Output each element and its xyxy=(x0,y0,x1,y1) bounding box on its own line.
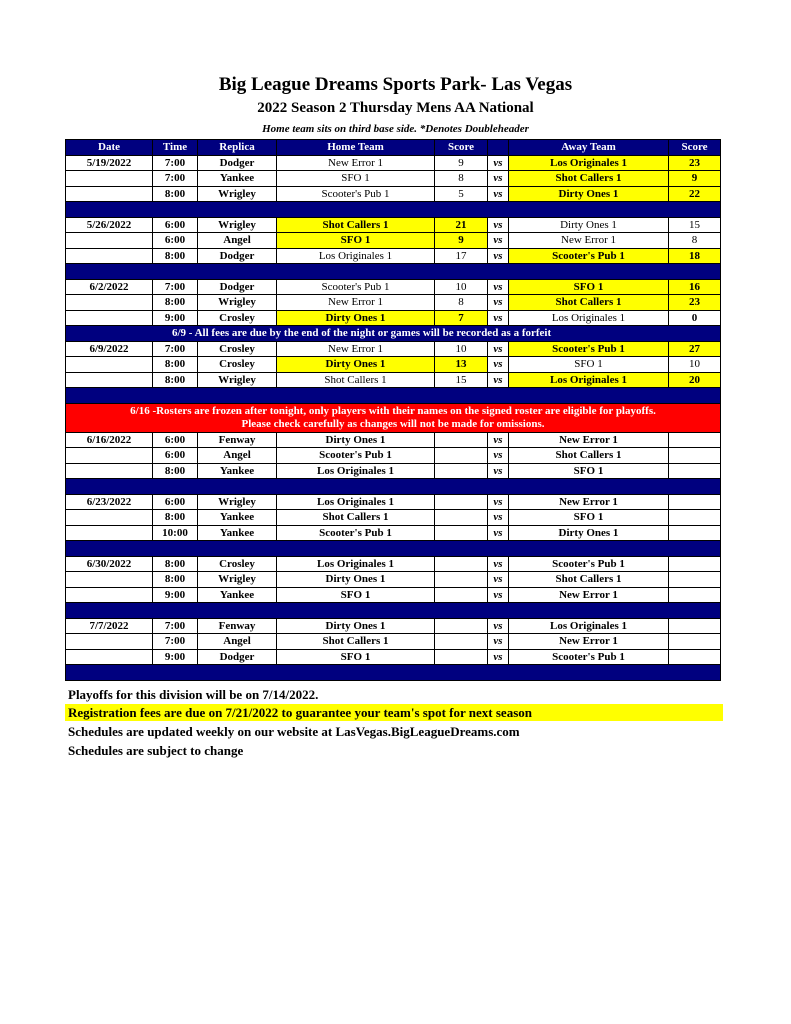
table-row xyxy=(66,248,721,264)
away-score xyxy=(669,572,721,588)
vs-label: vs xyxy=(488,171,509,187)
away-team: Los Originales 1 xyxy=(509,372,669,388)
away-score: 15 xyxy=(669,217,721,233)
away-score xyxy=(669,649,721,665)
game-time: 9:00 xyxy=(153,310,198,326)
away-team: New Error 1 xyxy=(509,634,669,650)
game-field: Dodger xyxy=(198,279,277,295)
home-score xyxy=(435,448,488,464)
home-score xyxy=(435,510,488,526)
away-team: Dirty Ones 1 xyxy=(509,186,669,202)
home-score xyxy=(435,525,488,541)
home-team: Dirty Ones 1 xyxy=(277,310,435,326)
game-time: 8:00 xyxy=(153,248,198,264)
game-time: 8:00 xyxy=(153,556,198,572)
registration-note: Registration fees are due on 7/21/2022 to guarantee your team's spot for next season xyxy=(65,704,723,721)
vs-label: vs xyxy=(488,217,509,233)
table-row xyxy=(66,341,721,357)
home-score xyxy=(435,432,488,448)
table-row xyxy=(66,233,721,249)
home-team: Shot Callers 1 xyxy=(277,217,435,233)
home-team: Shot Callers 1 xyxy=(277,372,435,388)
away-team: SFO 1 xyxy=(509,357,669,373)
away-score: 9 xyxy=(669,171,721,187)
game-time: 8:00 xyxy=(153,510,198,526)
away-team: Los Originales 1 xyxy=(509,155,669,171)
schedule-table xyxy=(65,139,721,681)
week-separator xyxy=(66,264,721,280)
home-team: New Error 1 xyxy=(277,295,435,311)
home-score: 15 xyxy=(435,372,488,388)
game-time: 6:00 xyxy=(153,448,198,464)
col-replica: Replica xyxy=(198,140,277,156)
game-date xyxy=(66,171,153,187)
vs-label: vs xyxy=(488,572,509,588)
home-team: Scooter's Pub 1 xyxy=(277,279,435,295)
home-team: Los Originales 1 xyxy=(277,463,435,479)
game-field: Fenway xyxy=(198,618,277,634)
home-team: Los Originales 1 xyxy=(277,248,435,264)
page-subtitle: 2022 Season 2 Thursday Mens AA National xyxy=(257,100,534,116)
vs-label: vs xyxy=(488,310,509,326)
home-score xyxy=(435,587,488,603)
table-row xyxy=(66,448,721,464)
vs-label: vs xyxy=(488,341,509,357)
away-team: Shot Callers 1 xyxy=(509,171,669,187)
away-team: New Error 1 xyxy=(509,587,669,603)
away-score xyxy=(669,448,721,464)
roster-alert-line1: 6/16 -Rosters are frozen after tonight, only players with their names on the signed roster are eligible for playoffs. xyxy=(130,404,656,417)
game-field: Wrigley xyxy=(198,186,277,202)
col-time: Time xyxy=(153,140,198,156)
game-field: Yankee xyxy=(198,510,277,526)
away-team: Los Originales 1 xyxy=(509,310,669,326)
table-row xyxy=(66,310,721,326)
game-field: Dodger xyxy=(198,248,277,264)
away-score xyxy=(669,618,721,634)
week-separator xyxy=(66,388,721,404)
game-time: 6:00 xyxy=(153,233,198,249)
away-team: Scooter's Pub 1 xyxy=(509,248,669,264)
table-row xyxy=(66,432,721,448)
table-row xyxy=(66,494,721,510)
vs-label: vs xyxy=(488,372,509,388)
table-row xyxy=(66,357,721,373)
week-separator xyxy=(66,479,721,495)
vs-label: vs xyxy=(488,618,509,634)
game-date: 6/23/2022 xyxy=(66,494,153,510)
home-team: SFO 1 xyxy=(277,587,435,603)
game-field: Crosley xyxy=(198,341,277,357)
home-team: Dirty Ones 1 xyxy=(277,618,435,634)
game-date xyxy=(66,572,153,588)
game-date: 6/16/2022 xyxy=(66,432,153,448)
game-field: Yankee xyxy=(198,171,277,187)
home-score: 8 xyxy=(435,171,488,187)
home-score: 17 xyxy=(435,248,488,264)
vs-label: vs xyxy=(488,556,509,572)
game-date xyxy=(66,463,153,479)
home-team: Scooter's Pub 1 xyxy=(277,525,435,541)
game-date xyxy=(66,357,153,373)
vs-label: vs xyxy=(488,634,509,650)
table-row xyxy=(66,634,721,650)
home-team: SFO 1 xyxy=(277,233,435,249)
home-score: 21 xyxy=(435,217,488,233)
game-time: 8:00 xyxy=(153,463,198,479)
fees-notice-row xyxy=(66,326,721,342)
game-date: 5/26/2022 xyxy=(66,217,153,233)
roster-alert xyxy=(66,403,721,432)
game-date: 7/7/2022 xyxy=(66,618,153,634)
fees-notice: 6/9 - All fees are due by the end of the night or games will be recorded as a forfeit xyxy=(66,326,721,342)
game-date xyxy=(66,448,153,464)
away-score xyxy=(669,463,721,479)
table-row xyxy=(66,587,721,603)
vs-label: vs xyxy=(488,510,509,526)
table-header-row xyxy=(66,140,721,156)
game-field: Angel xyxy=(198,233,277,249)
playoffs-note: Playoffs for this division will be on 7/14/2022. xyxy=(68,687,319,702)
home-team: SFO 1 xyxy=(277,649,435,665)
vs-label: vs xyxy=(488,248,509,264)
table-row xyxy=(66,618,721,634)
home-score xyxy=(435,494,488,510)
game-time: 7:00 xyxy=(153,341,198,357)
away-score: 10 xyxy=(669,357,721,373)
table-row xyxy=(66,649,721,665)
home-score xyxy=(435,572,488,588)
game-date xyxy=(66,233,153,249)
col-away-team: Away Team xyxy=(509,140,669,156)
home-team: New Error 1 xyxy=(277,341,435,357)
game-time: 7:00 xyxy=(153,634,198,650)
game-time: 10:00 xyxy=(153,525,198,541)
website-note: Schedules are updated weekly on our website at LasVegas.BigLeagueDreams.com xyxy=(68,724,520,739)
away-team: Los Originales 1 xyxy=(509,618,669,634)
game-field: Yankee xyxy=(198,587,277,603)
vs-label: vs xyxy=(488,186,509,202)
game-time: 8:00 xyxy=(153,295,198,311)
home-team-note: Home team sits on third base side. *Denotes Doubleheader xyxy=(262,123,529,135)
game-field: Wrigley xyxy=(198,372,277,388)
week-separator xyxy=(66,603,721,619)
home-team: Los Originales 1 xyxy=(277,556,435,572)
table-row xyxy=(66,279,721,295)
home-score xyxy=(435,618,488,634)
home-team: Dirty Ones 1 xyxy=(277,572,435,588)
away-score xyxy=(669,432,721,448)
col-away-score: Score xyxy=(669,140,721,156)
away-score xyxy=(669,634,721,650)
away-score: 22 xyxy=(669,186,721,202)
home-team: Los Originales 1 xyxy=(277,494,435,510)
home-score: 9 xyxy=(435,233,488,249)
subject-to-change-note: Schedules are subject to change xyxy=(68,743,244,758)
game-field: Wrigley xyxy=(198,217,277,233)
away-team: Scooter's Pub 1 xyxy=(509,649,669,665)
vs-label: vs xyxy=(488,357,509,373)
table-row xyxy=(66,155,721,171)
away-score: 16 xyxy=(669,279,721,295)
game-field: Crosley xyxy=(198,310,277,326)
game-date xyxy=(66,295,153,311)
vs-label: vs xyxy=(488,525,509,541)
game-date xyxy=(66,248,153,264)
table-row xyxy=(66,572,721,588)
home-team: Dirty Ones 1 xyxy=(277,357,435,373)
vs-label: vs xyxy=(488,279,509,295)
home-score: 10 xyxy=(435,341,488,357)
home-team: Shot Callers 1 xyxy=(277,634,435,650)
away-score: 23 xyxy=(669,155,721,171)
away-score: 27 xyxy=(669,341,721,357)
col-home-score: Score xyxy=(435,140,488,156)
away-score: 20 xyxy=(669,372,721,388)
away-team: New Error 1 xyxy=(509,233,669,249)
vs-label: vs xyxy=(488,649,509,665)
game-time: 7:00 xyxy=(153,279,198,295)
vs-label: vs xyxy=(488,432,509,448)
game-time: 7:00 xyxy=(153,155,198,171)
vs-label: vs xyxy=(488,448,509,464)
home-team: Scooter's Pub 1 xyxy=(277,186,435,202)
game-field: Angel xyxy=(198,448,277,464)
game-date xyxy=(66,186,153,202)
vs-label: vs xyxy=(488,463,509,479)
away-score xyxy=(669,556,721,572)
game-field: Angel xyxy=(198,634,277,650)
away-score: 18 xyxy=(669,248,721,264)
table-row xyxy=(66,295,721,311)
table-row xyxy=(66,372,721,388)
home-score xyxy=(435,649,488,665)
home-team: Scooter's Pub 1 xyxy=(277,448,435,464)
week-separator xyxy=(66,541,721,557)
game-time: 9:00 xyxy=(153,587,198,603)
home-score xyxy=(435,463,488,479)
game-date xyxy=(66,525,153,541)
game-date: 6/30/2022 xyxy=(66,556,153,572)
table-row xyxy=(66,556,721,572)
game-date: 6/2/2022 xyxy=(66,279,153,295)
game-date xyxy=(66,372,153,388)
home-score: 5 xyxy=(435,186,488,202)
game-field: Yankee xyxy=(198,463,277,479)
table-row xyxy=(66,171,721,187)
game-field: Dodger xyxy=(198,155,277,171)
game-field: Wrigley xyxy=(198,295,277,311)
game-time: 8:00 xyxy=(153,372,198,388)
away-team: New Error 1 xyxy=(509,494,669,510)
home-score: 9 xyxy=(435,155,488,171)
away-score xyxy=(669,494,721,510)
away-team: Scooter's Pub 1 xyxy=(509,341,669,357)
game-field: Crosley xyxy=(198,556,277,572)
game-time: 8:00 xyxy=(153,572,198,588)
page-title: Big League Dreams Sports Park- Las Vegas xyxy=(218,74,573,95)
away-team: Dirty Ones 1 xyxy=(509,217,669,233)
away-team: SFO 1 xyxy=(509,463,669,479)
game-field: Crosley xyxy=(198,357,277,373)
vs-label: vs xyxy=(488,233,509,249)
game-date xyxy=(66,510,153,526)
away-team: Scooter's Pub 1 xyxy=(509,556,669,572)
away-team: Shot Callers 1 xyxy=(509,295,669,311)
home-score: 13 xyxy=(435,357,488,373)
home-score xyxy=(435,556,488,572)
game-date xyxy=(66,587,153,603)
game-date xyxy=(66,310,153,326)
game-time: 7:00 xyxy=(153,618,198,634)
game-date: 6/9/2022 xyxy=(66,341,153,357)
table-row xyxy=(66,510,721,526)
col-vs xyxy=(488,140,509,156)
vs-label: vs xyxy=(488,494,509,510)
away-team: Dirty Ones 1 xyxy=(509,525,669,541)
game-field: Yankee xyxy=(198,525,277,541)
game-time: 9:00 xyxy=(153,649,198,665)
home-team: Dirty Ones 1 xyxy=(277,432,435,448)
away-score: 23 xyxy=(669,295,721,311)
game-time: 8:00 xyxy=(153,357,198,373)
home-team: Shot Callers 1 xyxy=(277,510,435,526)
game-field: Wrigley xyxy=(198,572,277,588)
game-field: Fenway xyxy=(198,432,277,448)
away-score xyxy=(669,510,721,526)
table-row xyxy=(66,186,721,202)
home-score xyxy=(435,634,488,650)
away-team: SFO 1 xyxy=(509,279,669,295)
game-time: 7:00 xyxy=(153,171,198,187)
table-row xyxy=(66,525,721,541)
game-date xyxy=(66,634,153,650)
away-team: Shot Callers 1 xyxy=(509,572,669,588)
away-team: New Error 1 xyxy=(509,432,669,448)
vs-label: vs xyxy=(488,155,509,171)
game-field: Wrigley xyxy=(198,494,277,510)
game-date: 5/19/2022 xyxy=(66,155,153,171)
home-score: 8 xyxy=(435,295,488,311)
week-separator xyxy=(66,202,721,218)
away-score: 8 xyxy=(669,233,721,249)
roster-alert-row xyxy=(66,403,721,432)
away-score xyxy=(669,587,721,603)
week-separator xyxy=(66,665,721,681)
game-time: 8:00 xyxy=(153,186,198,202)
game-time: 6:00 xyxy=(153,494,198,510)
col-date: Date xyxy=(66,140,153,156)
game-time: 6:00 xyxy=(153,432,198,448)
table-row xyxy=(66,217,721,233)
home-team: SFO 1 xyxy=(277,171,435,187)
table-row xyxy=(66,463,721,479)
roster-alert-line2: Please check carefully as changes will not be made for omissions. xyxy=(241,417,545,430)
col-home-team: Home Team xyxy=(277,140,435,156)
away-team: SFO 1 xyxy=(509,510,669,526)
game-field: Dodger xyxy=(198,649,277,665)
away-team: Shot Callers 1 xyxy=(509,448,669,464)
vs-label: vs xyxy=(488,587,509,603)
home-score: 10 xyxy=(435,279,488,295)
vs-label: vs xyxy=(488,295,509,311)
away-score xyxy=(669,525,721,541)
away-score: 0 xyxy=(669,310,721,326)
game-time: 6:00 xyxy=(153,217,198,233)
game-date xyxy=(66,649,153,665)
home-score: 7 xyxy=(435,310,488,326)
home-team: New Error 1 xyxy=(277,155,435,171)
